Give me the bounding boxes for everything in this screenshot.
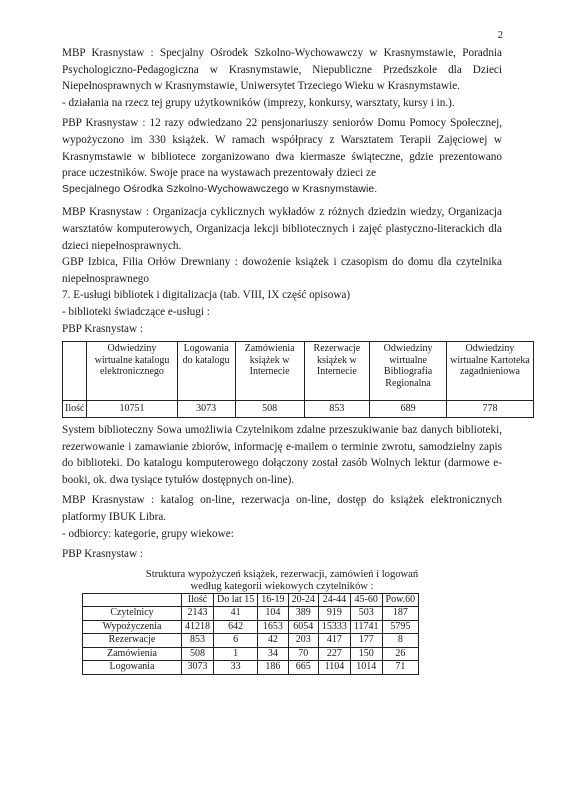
table-cell: 508: [235, 401, 304, 418]
table-cell: 41: [214, 607, 258, 621]
paragraph-mbp-institutions: MBP Krasnystaw : Specjalny Ośrodek Szkolno-Wychowawczy w Krasnymstawie, Poradnia Psychologiczno-Pedagogiczna w Krasnymstawie, Niepubliczne Przedszkole dla Dzieci Niepełnosprawnych w Krasnymstawie, Uniwersytet Trzeciego Wieku w Krasnymstawie.: [62, 47, 502, 93]
row-label: Logowania: [83, 661, 182, 675]
table-cell: 665: [288, 661, 318, 675]
table-cell: 1014: [350, 661, 382, 675]
row-label: Ilość: [63, 401, 87, 418]
table-cell: 42: [258, 634, 288, 648]
table-row: [83, 620, 419, 634]
table-cell: 6: [214, 634, 258, 648]
table-cell: 150: [350, 647, 382, 661]
table-cell: 41218: [182, 620, 214, 634]
table-cell: 34: [258, 647, 288, 661]
table-cell: 503: [350, 607, 382, 621]
table-row: [83, 607, 419, 621]
table-header-cell: 24-44: [318, 593, 350, 607]
table-cell: 417: [318, 634, 350, 648]
table-cell: 1653: [258, 620, 288, 634]
document-body: [62, 45, 530, 675]
table-row: [63, 401, 534, 418]
paragraph-sowa-system: System biblioteczny Sowa umożliwia Czytelnikom zdalne przeszukiwanie baz danych biblioteki, rezerwowanie i zamawianie zbiorów, informację e-mailem o terminie zwrotu, samodzielny zapis do biblioteki. Do katalogu komputerowego dołączony został zasób Wolnych lektur (darmowe e-booki, ok. dwa tysiące tytułów dostępnych on-line).: [62, 424, 502, 486]
section-heading-e-services: 7. E-usługi bibliotek i digitalizacja (tab. VIII, IX część opisowa): [62, 289, 351, 302]
table-cell: 71: [382, 661, 419, 675]
table-cell: 15333: [318, 620, 350, 634]
table-header-cell: Do lat 15: [214, 593, 258, 607]
paragraph-mbp-catalog: MBP Krasnystaw : katalog on-line, rezerwacja on-line, dostęp do książek elektronicznych platformy IBUK Libra.: [62, 494, 502, 524]
row-label: Wypożyczenia: [83, 620, 182, 634]
table-cell: 11741: [350, 620, 382, 634]
table-cell: 3073: [177, 401, 235, 418]
table-cell: 3073: [182, 661, 214, 675]
paragraph-special-centre: Specjalnego Ośrodka Szkolno-Wychowawczego w Krasnymstawie.: [62, 183, 378, 195]
table-header-cell: [83, 593, 182, 607]
table-cell: 33: [214, 661, 258, 675]
table-cell: 508: [182, 647, 214, 661]
table-row: [83, 661, 419, 675]
table-row: [83, 634, 419, 648]
table-header-cell: Odwiedziny wirtualne katalogu elektronicznego: [87, 342, 177, 401]
table-cell: 187: [382, 607, 419, 621]
table-cell: 203: [288, 634, 318, 648]
table-header-cell: 45-60: [350, 593, 382, 607]
table-cell: 186: [258, 661, 288, 675]
paragraph-pbp-label-2: PBP Krasnystaw :: [62, 548, 144, 561]
table-cell: 177: [350, 634, 382, 648]
table-header-cell: Ilość: [182, 593, 214, 607]
table-header-cell: Odwiedziny wirtualne Bibliografia Regionalna: [370, 342, 447, 401]
table-cell: 853: [304, 401, 370, 418]
table-cell: 642: [214, 620, 258, 634]
table-cell: 1: [214, 647, 258, 661]
table-row: [83, 647, 419, 661]
table-cell: 2143: [182, 607, 214, 621]
row-label: Rezerwacje: [83, 634, 182, 648]
table-cell: 8: [382, 634, 419, 648]
paragraph-recipients: - odbiorcy: kategorie, grupy wiekowe:: [62, 527, 234, 540]
e-services-table: [62, 341, 534, 418]
table-header-cell: Logowania do katalogu: [177, 342, 235, 401]
table-cell: 1104: [318, 661, 350, 675]
age-structure-table: [82, 593, 419, 675]
table-cell: 919: [318, 607, 350, 621]
table-header-cell: [63, 342, 87, 401]
table-header-row: [63, 342, 534, 401]
table-header-cell: Rezerwacje książek w Internecie: [304, 342, 370, 401]
row-label: Zamówienia: [83, 647, 182, 661]
table-cell: 689: [370, 401, 447, 418]
paragraph-pbp-label-1: PBP Krasnystaw :: [62, 322, 144, 335]
paragraph-activities-heading: - działania na rzecz tej grupy użytkowników (imprezy, konkursy, warsztaty, kursy i in.).: [62, 96, 455, 109]
table-cell: 389: [288, 607, 318, 621]
table-cell: 6054: [288, 620, 318, 634]
table-cell: 70: [288, 647, 318, 661]
row-label: Czytelnicy: [83, 607, 182, 621]
table-cell: 227: [318, 647, 350, 661]
table-header-cell: Odwiedziny wirtualne Kartoteka zagadnieniowa: [446, 342, 533, 401]
table-header-row: [83, 593, 419, 607]
paragraph-mbp-lectures: MBP Krasnystaw : Organizacja cyklicznych wykładów z różnych dziedzin wiedzy, Organizacja warsztatów komputerowych, Organizacja lekcji bibliotecznych i zajęć plastyczno-literackich dla dzieci niepełnosprawnych.: [62, 206, 502, 252]
table-header-cell: 16-19: [258, 593, 288, 607]
table-cell: 26: [382, 647, 419, 661]
table-cell: 5795: [382, 620, 419, 634]
table-cell: 104: [258, 607, 288, 621]
table-cell: 853: [182, 634, 214, 648]
table-header-cell: 20-24: [288, 593, 318, 607]
paragraph-e-services-libraries: - biblioteki świadczące e-usługi :: [62, 305, 210, 318]
table-cell: 778: [446, 401, 533, 418]
table-header-cell: Pow.60: [382, 593, 419, 607]
table-caption-line-2: według kategorii wiekowych czytelników :: [190, 580, 374, 592]
table-cell: 10751: [87, 401, 177, 418]
table-header-cell: Zamówienia książek w Internecie: [235, 342, 304, 401]
page-number: 2: [497, 30, 503, 41]
paragraph-gbp-izbica: GBP Izbica, Filia Orłów Drewniany : dowożenie książek i czasopism do domu dla czytelnika niepełnosprawnego: [62, 256, 502, 285]
paragraph-pbp-seniors: PBP Krasnystaw : 12 razy odwiedzano 22 pensjonariuszy seniorów Domu Pomocy Społecznej, wypożyczono im 330 książek. W ramach współpracy z Warsztatem Terapii Zajęciowej w Krasnymstawie w bibliotece zorganizowano dwa kiermasze świąteczne, gdzie prezentowano prace uczestników. Swoje prace na wystawach prezentowały dzieci ze: [62, 117, 502, 180]
table-caption-line-1: Struktura wypożyczeń książek, rezerwacji, zamówień i logowań: [145, 568, 419, 580]
